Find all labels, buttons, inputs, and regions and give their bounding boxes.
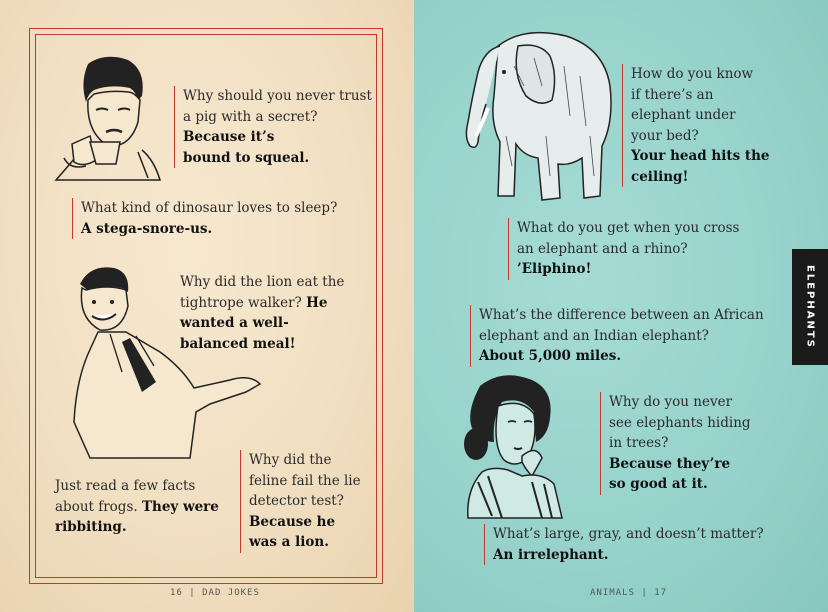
joke-elephant-rhino [508,218,747,280]
section-name: DAD JOKES [202,588,260,598]
joke-question: What do you get when you cross an elephant and a rhino? [517,220,740,257]
joke-answer: Because he was a lion. [249,513,336,550]
page-number: 17 [654,588,668,598]
joke-question: Why did the lion eat the tightrope walker? [180,274,345,311]
joke-answer: An irrelephant. [493,546,609,563]
joke-answer: ’Eliphino! [517,261,592,277]
joke-question: What’s the difference between an African elephant and an Indian elephant? [479,307,764,344]
joke-answer: Because it’s bound to squeal. [183,129,310,166]
joke-question: Why should you never trust a pig with a secret? [183,88,372,125]
joke-answer: Because they’re so good at it. [609,455,731,492]
joke-question: Why did the feline fail the lie detector test? [249,452,361,509]
section-tab-label: ELEPHANTS [804,265,816,349]
joke-pig-secret [174,86,383,168]
joke-lion-tightrope [180,272,355,354]
joke-african-indian-elephant [470,305,779,367]
joke-elephants-hiding [600,392,789,495]
joke-elephant-under-bed [622,64,791,187]
joke-dinosaur [72,198,381,239]
footer-divider: | [189,588,203,598]
joke-irrelephant [484,524,793,565]
joke-question: What’s large, gray, and doesn’t matter? [493,526,764,542]
right-page [414,0,828,612]
joke-answer: He wanted a well-balanced meal! [180,294,328,352]
joke-frogs [55,476,225,538]
joke-answer: Your head hits the ceiling! [631,148,770,185]
woman-thinking-illustration [462,372,572,520]
section-name: ANIMALS [590,588,635,598]
elephant-illustration [454,26,622,206]
joke-lie-detector [240,450,371,553]
left-footer [170,588,260,598]
footer-divider: | [641,588,655,598]
joke-question: Just read a few facts about frogs. [55,478,196,515]
joke-question: Why do you never see elephants hiding in trees? [609,394,751,451]
joke-answer: About 5,000 miles. [479,348,622,364]
joke-question: What kind of dinosaur loves to sleep? [81,200,338,216]
joke-answer: They were ribbiting. [55,498,219,535]
right-footer [590,588,667,598]
section-tab-elephants[interactable] [792,249,828,365]
page-number: 16 [170,588,183,598]
joke-question: How do you know if there’s an elephant under your bed? [631,66,754,144]
man-drinking-coffee-illustration [50,52,162,182]
joke-answer: A stega-snore-us. [81,220,213,237]
